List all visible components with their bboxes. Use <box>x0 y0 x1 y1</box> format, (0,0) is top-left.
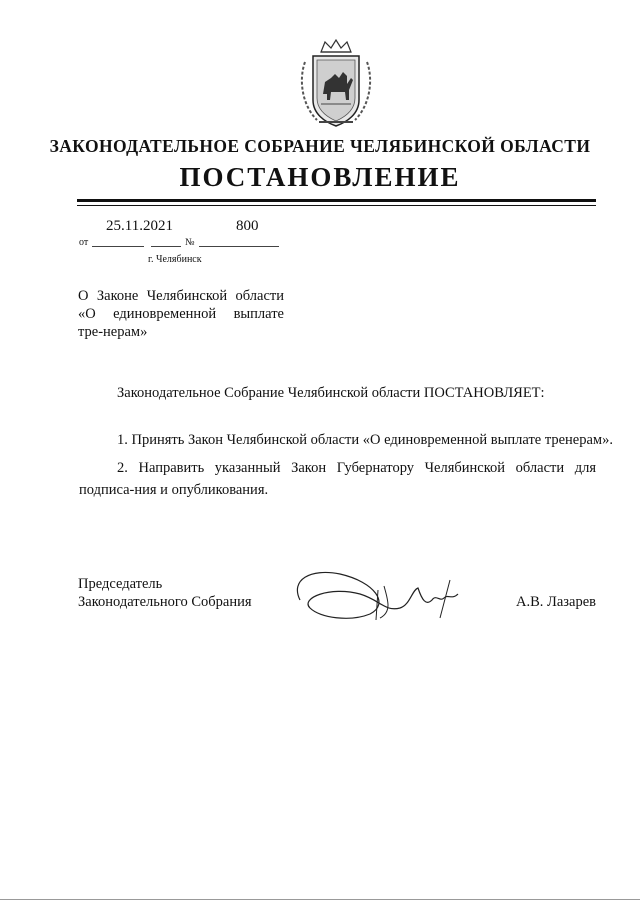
coat-of-arms-icon <box>297 38 375 130</box>
handwritten-signature <box>280 560 470 630</box>
signatory-name: А.В. Лазарев <box>516 594 596 610</box>
header-rule-thick <box>77 199 596 202</box>
date-underline <box>92 246 144 247</box>
resolution-item-2: 2. Направить указанный Закон Губернатору Челябинской области для подписа-ния и опубликования. <box>79 460 596 498</box>
signatory-title <box>78 575 252 611</box>
date-label: от <box>79 237 89 248</box>
footer-rule <box>0 899 640 900</box>
signatory-title-line-1: Председатель <box>78 576 163 592</box>
resolution-item-1: 1. Принять Закон Челябинской области «О единовременной выплате тренерам». <box>117 432 613 448</box>
organization-title: ЗАКОНОДАТЕЛЬНОЕ СОБРАНИЕ ЧЕЛЯБИНСКОЙ ОБЛАСТИ <box>49 136 591 156</box>
header-rule-thin <box>77 205 596 206</box>
document-date: 25.11.2021 <box>106 218 173 234</box>
date-underline-2 <box>151 246 181 247</box>
number-underline <box>199 246 279 247</box>
preamble-text: Законодательное Собрание Челябинской области ПОСТАНОВЛЯЕТ: <box>117 385 545 401</box>
document-number: 800 <box>236 218 259 234</box>
city-label: г. Челябинск <box>148 254 202 265</box>
number-label: № <box>185 237 195 248</box>
signatory-title-line-2: Законодательного Собрания <box>78 594 252 610</box>
document-type-title: ПОСТАНОВЛЕНИЕ <box>179 162 461 192</box>
document-subject: О Законе Челябинской области «О единовременной выплате тре-нерам» <box>78 288 284 340</box>
